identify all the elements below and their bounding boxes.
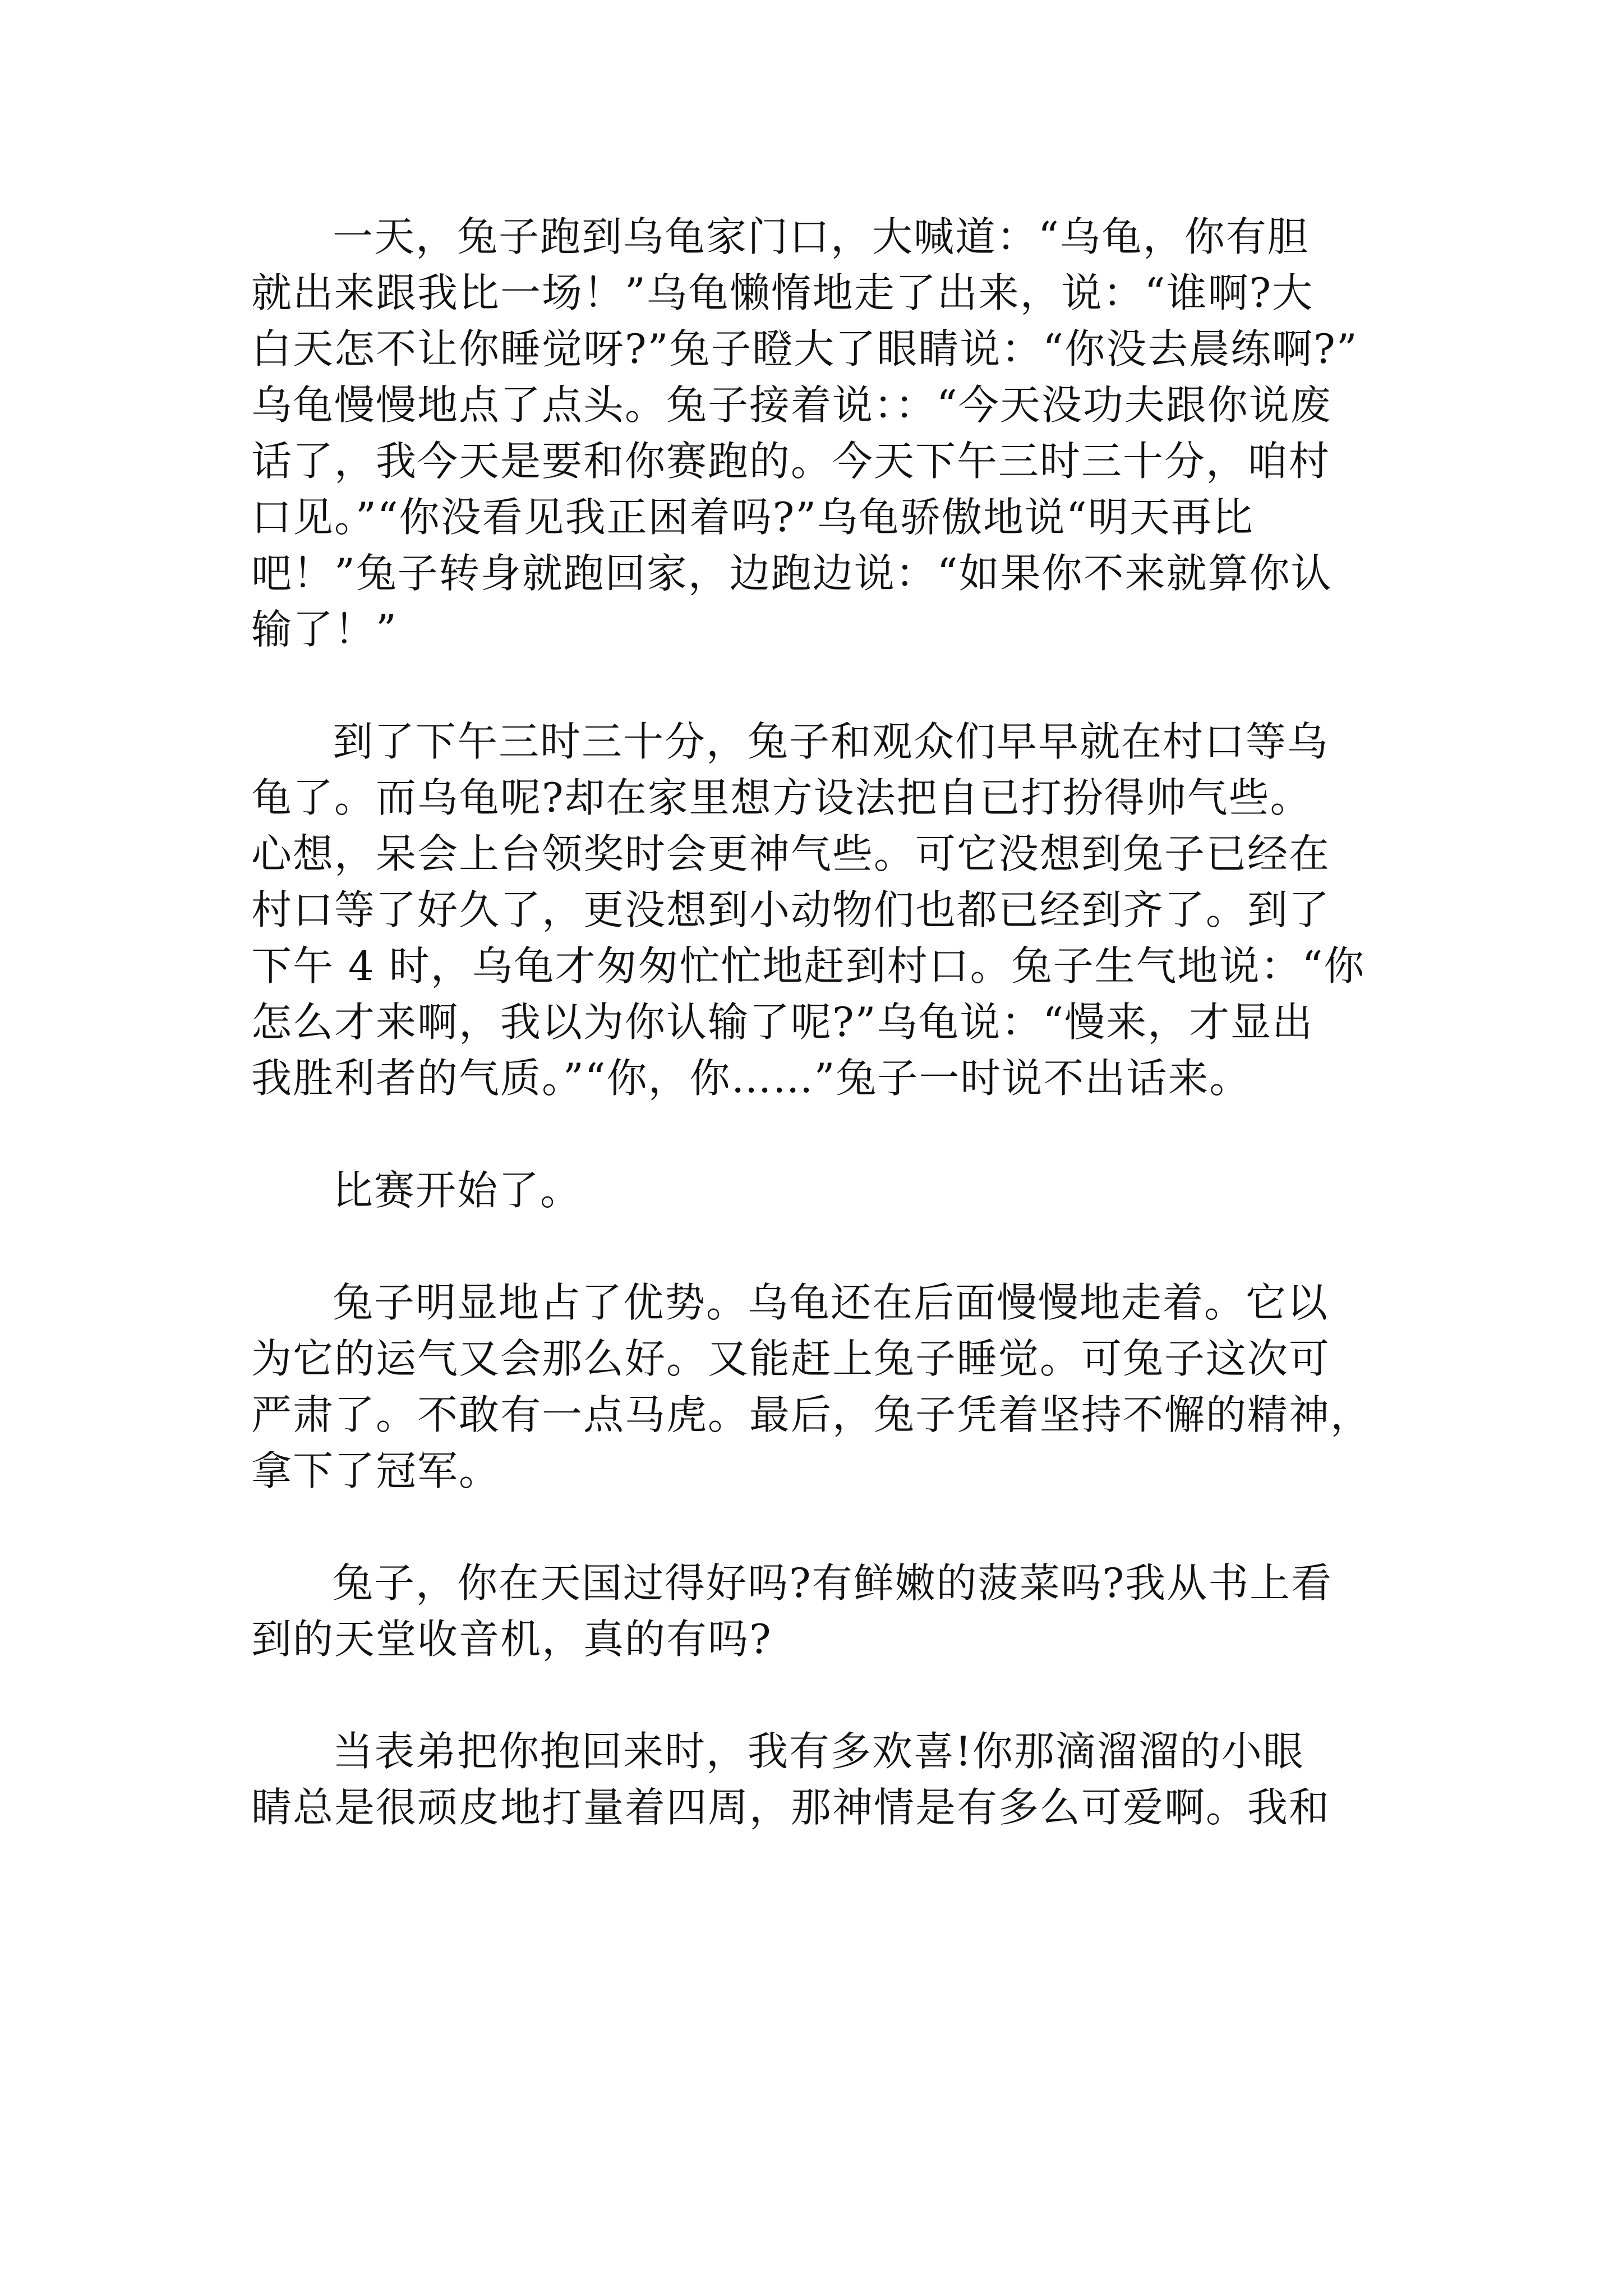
document-body xyxy=(251,210,1387,1893)
text-line: 一天，兔子跑到乌龟家门口，大喊道：“乌龟，你有胆 xyxy=(333,213,1309,260)
text-line: 话了，我今天是要和你赛跑的。今天下午三时三十分，咱村 xyxy=(251,438,1331,485)
text-line: 我胜利者的气质。”“你，你……”兔子一时说不出话来。 xyxy=(251,1055,1251,1102)
text-line: 下午 4 时，乌龟才匆匆忙忙地赶到村口。兔子生气地说：“你 xyxy=(251,942,1366,990)
text-line: 龟了。而乌龟呢?却在家里想方设法把自已打扮得帅气些。 xyxy=(251,774,1312,821)
text-line: 乌龟慢慢地点了点头。兔子接着说：：“今天没功夫跟你说废 xyxy=(251,381,1332,429)
text-line: 到了下午三时三十分，兔子和观众们早早就在村口等乌 xyxy=(333,718,1329,765)
text-line: 输了！” xyxy=(251,606,398,653)
text-line: 严肃了。不敢有一点马虎。最后，兔子凭着坚持不懈的精神， xyxy=(251,1391,1372,1438)
text-line: 就出来跟我比一场！”乌龟懒惰地走了出来，说：“谁啊?大 xyxy=(251,269,1314,316)
text-line: 口见。”“你没看见我正困着吗?”乌龟骄傲地说“明天再比 xyxy=(251,494,1254,541)
text-line: 为它的运气又会那么好。又能赶上兔子睡觉。可兔子这次可 xyxy=(251,1335,1331,1382)
paragraph-1 xyxy=(251,210,1387,659)
text-line: 兔子，你在天国过得好吗?有鲜嫩的菠菜吗?我从书上看 xyxy=(333,1559,1333,1607)
text-line: 心想，呆会上台领奖时会更神气些。可它没想到兔子已经在 xyxy=(251,830,1331,877)
text-line: 拿下了冠军。 xyxy=(251,1447,501,1494)
text-line: 当表弟把你抱回来时，我有多欢喜!你那滴溜溜的小眼 xyxy=(333,1728,1304,1775)
paragraph-2 xyxy=(251,715,1387,1108)
text-line: 兔子明显地占了优势。乌龟还在后面慢慢地走着。它以 xyxy=(333,1279,1329,1326)
paragraph-6 xyxy=(251,1725,1387,1837)
text-line: 白天怎不让你睡觉呀?”兔子瞪大了眼睛说：“你没去晨练啊?” xyxy=(251,325,1358,372)
paragraph-3 xyxy=(251,1164,1387,1220)
text-line: 到的天堂收音机，真的有吗? xyxy=(251,1616,772,1663)
paragraph-5 xyxy=(251,1557,1387,1669)
text-line: 村口等了好久了，更没想到小动物们也都已经到齐了。到了 xyxy=(251,886,1331,933)
text-line: 睛总是很顽皮地打量着四周，那神情是有多么可爱啊。我和 xyxy=(251,1784,1331,1831)
paragraph-4 xyxy=(251,1276,1387,1501)
text-line: 吧！”兔子转身就跑回家，边跑边说：“如果你不来就算你认 xyxy=(251,550,1332,597)
text-line: 怎么才来啊，我以为你认输了呢?”乌龟说：“慢来，才显出 xyxy=(251,999,1314,1046)
text-line: 比赛开始了。 xyxy=(333,1167,582,1214)
